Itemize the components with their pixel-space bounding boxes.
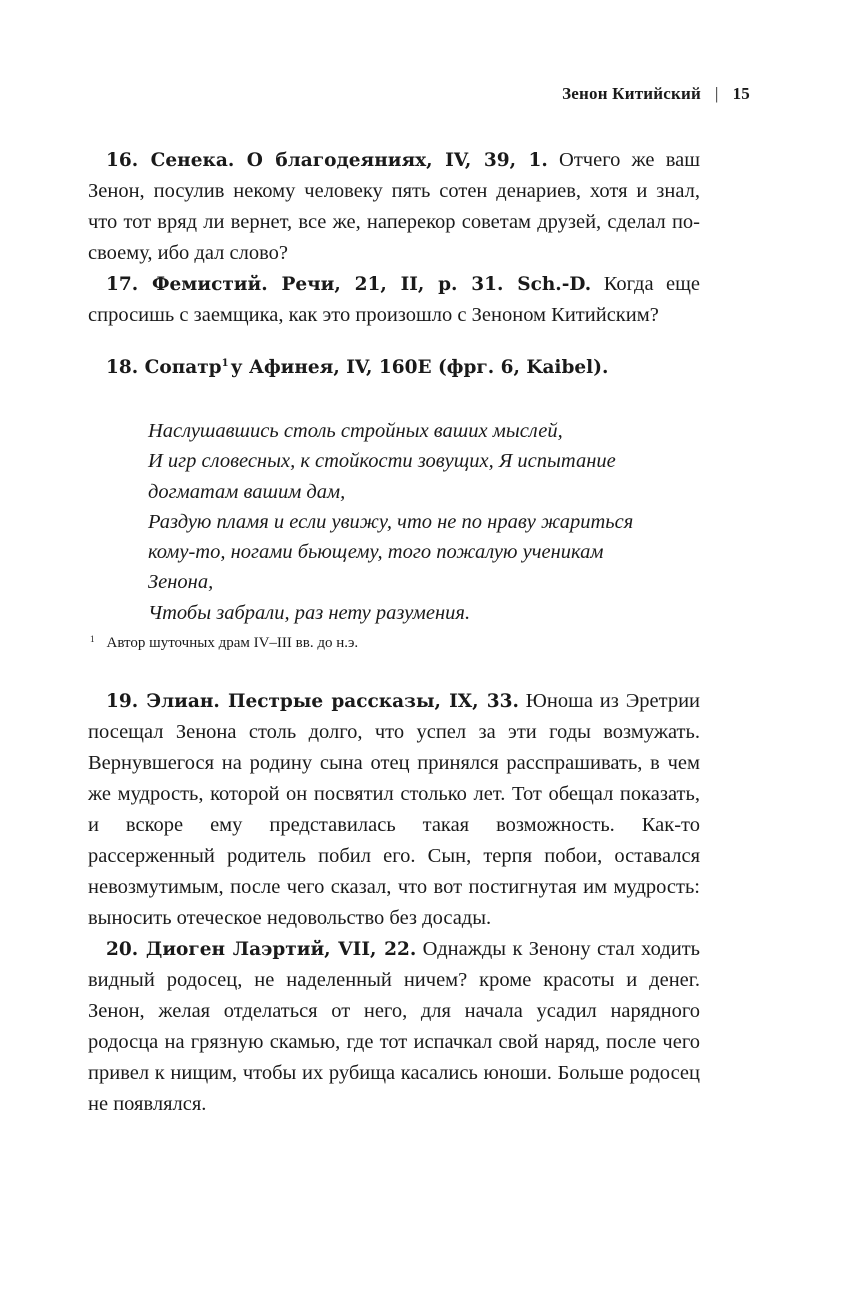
paragraph-20 (88, 934, 700, 1120)
text-17: Когда еще спросишь с заемщика, как это произошло с Зеноном Китийским? (88, 273, 700, 326)
citation-19: 19. Элиан. Пестрые рассказы, IX, 33. (106, 691, 519, 712)
page-number: 15 (732, 84, 750, 103)
text-19: Юноша из Эретрии посещал Зенона столь долго, что успел за эти годы возмужать. Вернувшегося на родину сына отец принялся расспрашивать, в чем же мудрость, которой он посвятил столько лет. Тот обещал показать, и вскоре ему представилась такая возможность. Как-то рассерженный родитель побил его. Сын, терпя побои, оставался невозмутимым, после чего сказал, что вот постигнутая им мудрость: выносить отеческое недовольство без досады. (88, 690, 701, 929)
paragraph-16 (88, 145, 700, 269)
citation-18-author: 18. Сопатр (106, 357, 222, 378)
poem-line: И игр словесных, к стойкости зовущих, Я испытание (148, 450, 616, 473)
text-20: Однажды к Зенону стал ходить видный родосец, не наделенный ничем? кроме красоты и денег. Зенон, желая отделаться от него, для начала усадил нарядного родосца на грязную скамью, где тот испачкал свой наряд, после чего привел к нищим, чтобы их рубища касались юноши. Больше родосец не появлялся. (88, 938, 700, 1115)
paragraph-19 (88, 686, 700, 934)
block-19-20 (88, 686, 700, 1120)
running-head-separator: | (714, 84, 719, 103)
citation-20: 20. Диоген Лаэртий, VII, 22. (106, 939, 417, 960)
running-head-title: Зенон Китийский (562, 84, 701, 103)
paragraph-17 (88, 269, 700, 331)
citation-17: 17. Фемистий. Речи, 21, II, p. 31. Sch.-D. (106, 274, 592, 295)
poem-line: догматам вашим дам, (148, 480, 346, 503)
footnote (90, 634, 358, 652)
block-16-17 (88, 145, 700, 331)
citation-18-source: у Афинея, IV, 160E (фрг. 6, Kaibel). (230, 357, 609, 378)
citation-18 (106, 357, 608, 378)
poem-line: Раздую пламя и если увижу, что не по нраву жариться (148, 510, 634, 533)
poem-line: Наслушавшись столь стройных ваших мыслей, (148, 420, 563, 442)
poem-line: Чтобы забрали, раз нету разумения. (148, 601, 471, 624)
text-16: Отчего же ваш Зенон, посулив некому человеку пять сотен денариев, хотя и знал, что тот вряд ли вернет, все же, наперекор советам друзей, сделал по-своему, ибо дал слово? (88, 149, 701, 264)
poem-quote (148, 416, 718, 628)
running-head (562, 84, 750, 104)
footnote-text: Автор шуточных драм IV–III вв. до н.э. (106, 635, 359, 651)
footnote-mark: 1 (90, 634, 95, 644)
poem-line: Зенона, (148, 571, 214, 594)
citation-16: 16. Сенека. О благодеяниях, IV, 39, 1. (106, 150, 548, 171)
footnote-reference: 1 (221, 358, 229, 369)
poem-line: кому-то, ногами бьющему, того пожалую ученикам (148, 541, 604, 564)
